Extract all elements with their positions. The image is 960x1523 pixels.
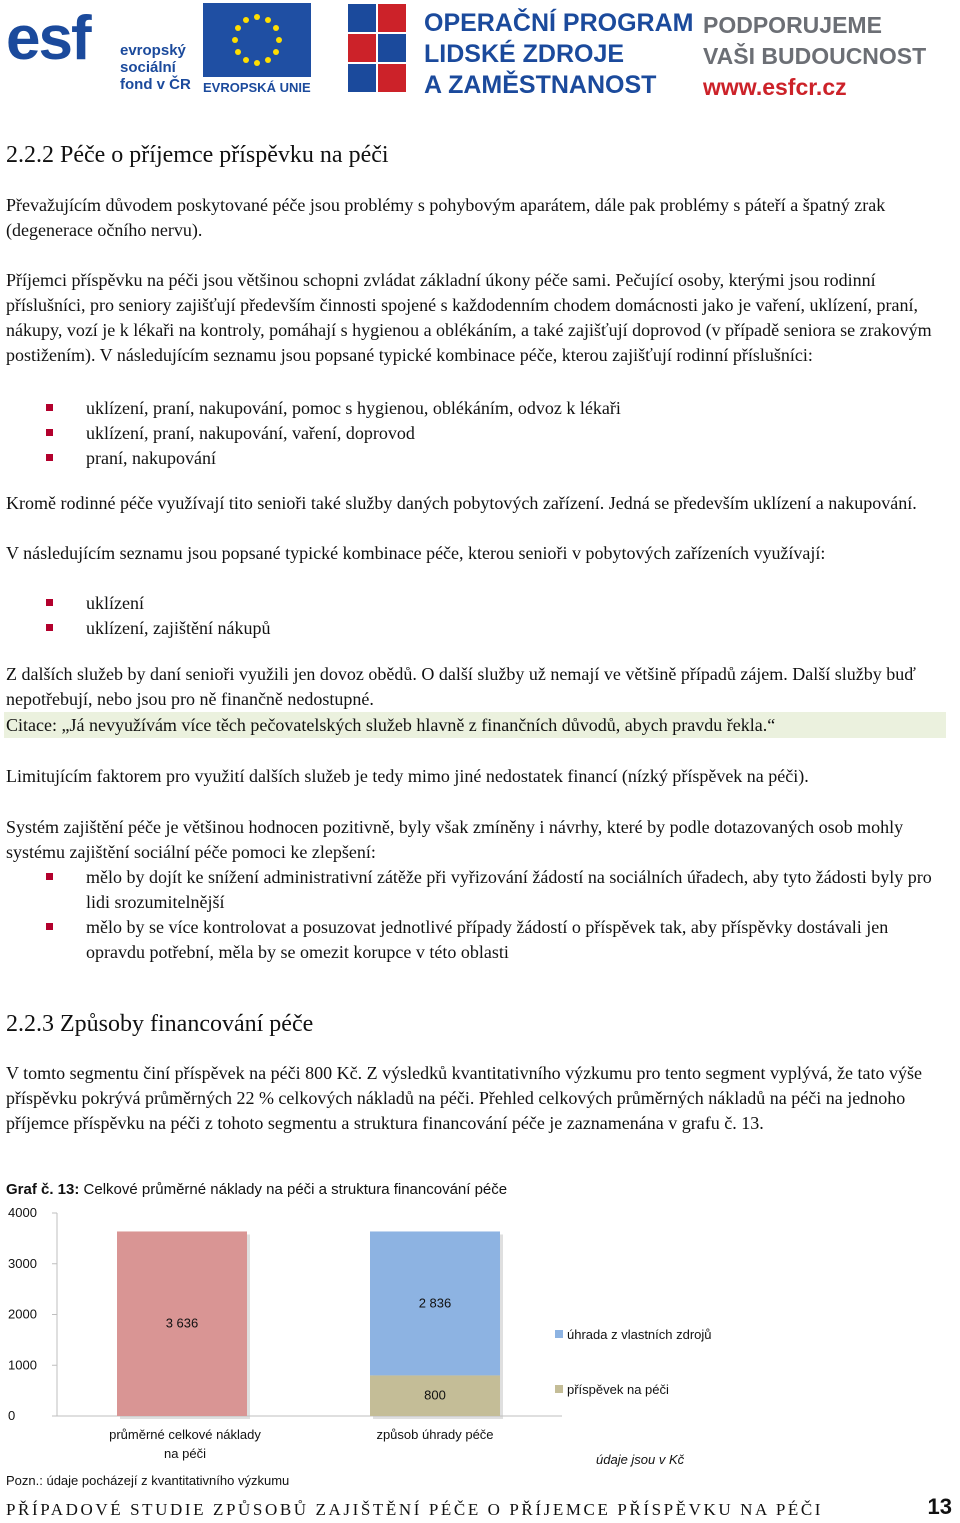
paragraph: Kromě rodinné péče využívají tito senioři také služby daných pobytových zařízení. Jedná se především uklízení a nakupování. [6,493,917,513]
data-label: 2 836 [418,1295,452,1311]
slogan-line: PODPORUJEME [703,12,882,38]
list-item: mělo by dojít ke snížení administrativní zátěže při vyřizování žádostí na sociálních úřadech, aby tyto žádosti byly pro lidi srozumitelnější [86,867,932,912]
citation-text: Citace: „Já nevyužívám více těch pečovatelských služeb hlavně z finančních důvodů, abych pravdu řekla.“ [6,715,776,735]
citation-highlight [4,712,946,738]
data-label: 800 [424,1387,446,1403]
paragraph: Systém zajištění péče je většinou hodnocen pozitivně, byly však zmíněny i návrhy, které by podle dotazovaných osob mohly systému zajištění sociální péče pomoci ke zlepšení: [6,817,904,862]
esf-text-line: sociální [120,59,176,76]
esf-text [120,42,191,93]
y-tick-label: 0 [8,1408,16,1423]
list-item: mělo by se více kontrolovat a posuzovat jednotlivé případy žádostí o příspěvek tak, aby příspěvky dostávali jen opravdu potřební, měla by se omezit korupce v této oblasti [86,917,889,962]
chart-source-note: Pozn.: údaje pocházejí z kvantitativního výzkumu [6,1473,290,1488]
oplz-line: LIDSKÉ ZDROJE [424,40,625,68]
header-logos [0,0,960,110]
page-number: 13 [927,1494,952,1519]
legend-label: příspěvek na péči [567,1382,669,1397]
eu-text: EVROPSKÁ UNIE [203,80,311,95]
unit-note: údaje jsou v Kč [596,1452,685,1467]
chart-caption-title: Celkové průměrné náklady na péči a struktura financování péče [83,1181,508,1198]
esf-url-link[interactable]: www.esfcr.cz [703,74,847,100]
oplz-text [424,8,693,101]
bullet-icon [46,599,53,606]
esf-logo: esf [6,4,90,73]
slogan-line: VAŠI BUDOUCNOST [703,43,927,69]
bar-chart [0,1200,960,1500]
paragraph: Limitujícím faktorem pro využití dalších služeb je tedy mimo jiné nedostatek financí (nízký příspěvek na péči). [6,766,809,786]
paragraph: Z dalších služeb by daní senioři využili jen dovoz obědů. O další služby už nemají ve většině případů zájem. Další služby buď nepotřebují, nebo jsou pro ně finančně nedostupné. [6,664,916,709]
bullet-icon [46,429,53,436]
bullet-icon [46,624,53,631]
oplz-line: OPERAČNÍ PROGRAM [424,9,694,37]
section-heading: 2.2.3 Způsoby financování péče [6,1011,314,1037]
legend-label: úhrada z vlastních zdrojů [567,1327,712,1342]
list-item: uklízení, praní, nakupování, pomoc s hygienou, oblékáním, odvoz k lékaři [86,398,621,418]
slogan [703,10,926,103]
eu-flag-icon [203,3,311,77]
list-item: uklízení, zajištění nákupů [86,618,271,638]
chart-caption [6,1181,507,1198]
oplz-puzzle-icon [348,4,410,94]
paragraph: V následujícím seznamu jsou popsané typické kombinace péče, kterou senioři v pobytových zařízeních využívají: [6,543,826,563]
y-tick-label: 4000 [8,1205,37,1220]
paragraph: Příjemci příspěvku na péči jsou většinou schopni zvládat základní úkony péče sami. Pečující osoby, kterými jsou rodinní příslušníci, pro seniory zajišťují především činnosti spojené s každodenním chodem domácnosti jako je vaření, uklízení, praní, nákupy, vozí je k lékaři na kontroly, pomáhají s hygienou a oblékáním, a také zajišťují doprovod (v případě seniora se zrakovým postižením). V následujícím seznamu jsou popsané typické kombinace péče, kterou zajišťují rodinní příslušníci: [6,270,932,365]
x-category-label: průměrné celkové náklady [109,1427,261,1442]
bullet-icon [46,404,53,411]
legend-swatch [555,1330,563,1338]
section-heading: 2.2.2 Péče o příjemce příspěvku na péči [6,142,389,168]
oplz-line: A ZAMĚSTNANOST [424,71,657,99]
y-tick-label: 2000 [8,1306,37,1322]
chart-caption-label: Graf č. 13: [6,1181,80,1198]
legend-swatch [555,1385,563,1393]
paragraph: V tomto segmentu činí příspěvek na péči 800 Kč. Z výsledků kvantitativního výzkumu pro tento segment vyplývá, že tato výše příspěvku pokrývá průměrných 22 % celkových nákladů na péči. Přehled celkových průměrných nákladů na péči na jednoho příjemce příspěvku na péči z tohoto segmentu a struktura financování péče je zaznamenána v grafu č. 13. [6,1063,922,1133]
data-label: 3 636 [165,1315,199,1331]
bullet-icon [46,923,53,930]
bullet-icon [46,873,53,880]
x-category-label: na péči [164,1446,206,1461]
list-item: praní, nakupování [86,448,216,468]
esf-text-line: fond v ČR [120,76,191,93]
esf-text-line: evropský [120,42,186,59]
list-item: uklízení, praní, nakupování, vaření, doprovod [86,423,415,443]
x-category-label: způsob úhrady péče [376,1427,494,1442]
y-tick-label: 3000 [8,1255,37,1271]
paragraph: Převažujícím důvodem poskytované péče jsou problémy s pohybovým aparátem, dále pak problémy s páteří a špatný zrak (degenerace očního nervu). [6,195,886,240]
y-tick-label: 1000 [8,1357,37,1373]
bullet-icon [46,454,53,461]
list-item: uklízení [86,593,144,613]
footer-title: PŘÍPADOVÉ STUDIE ZPŮSOBŮ ZAJIŠTĚNÍ PÉČE O PŘÍJEMCE PŘÍSPĚVKU NA PÉČI [6,1500,824,1519]
